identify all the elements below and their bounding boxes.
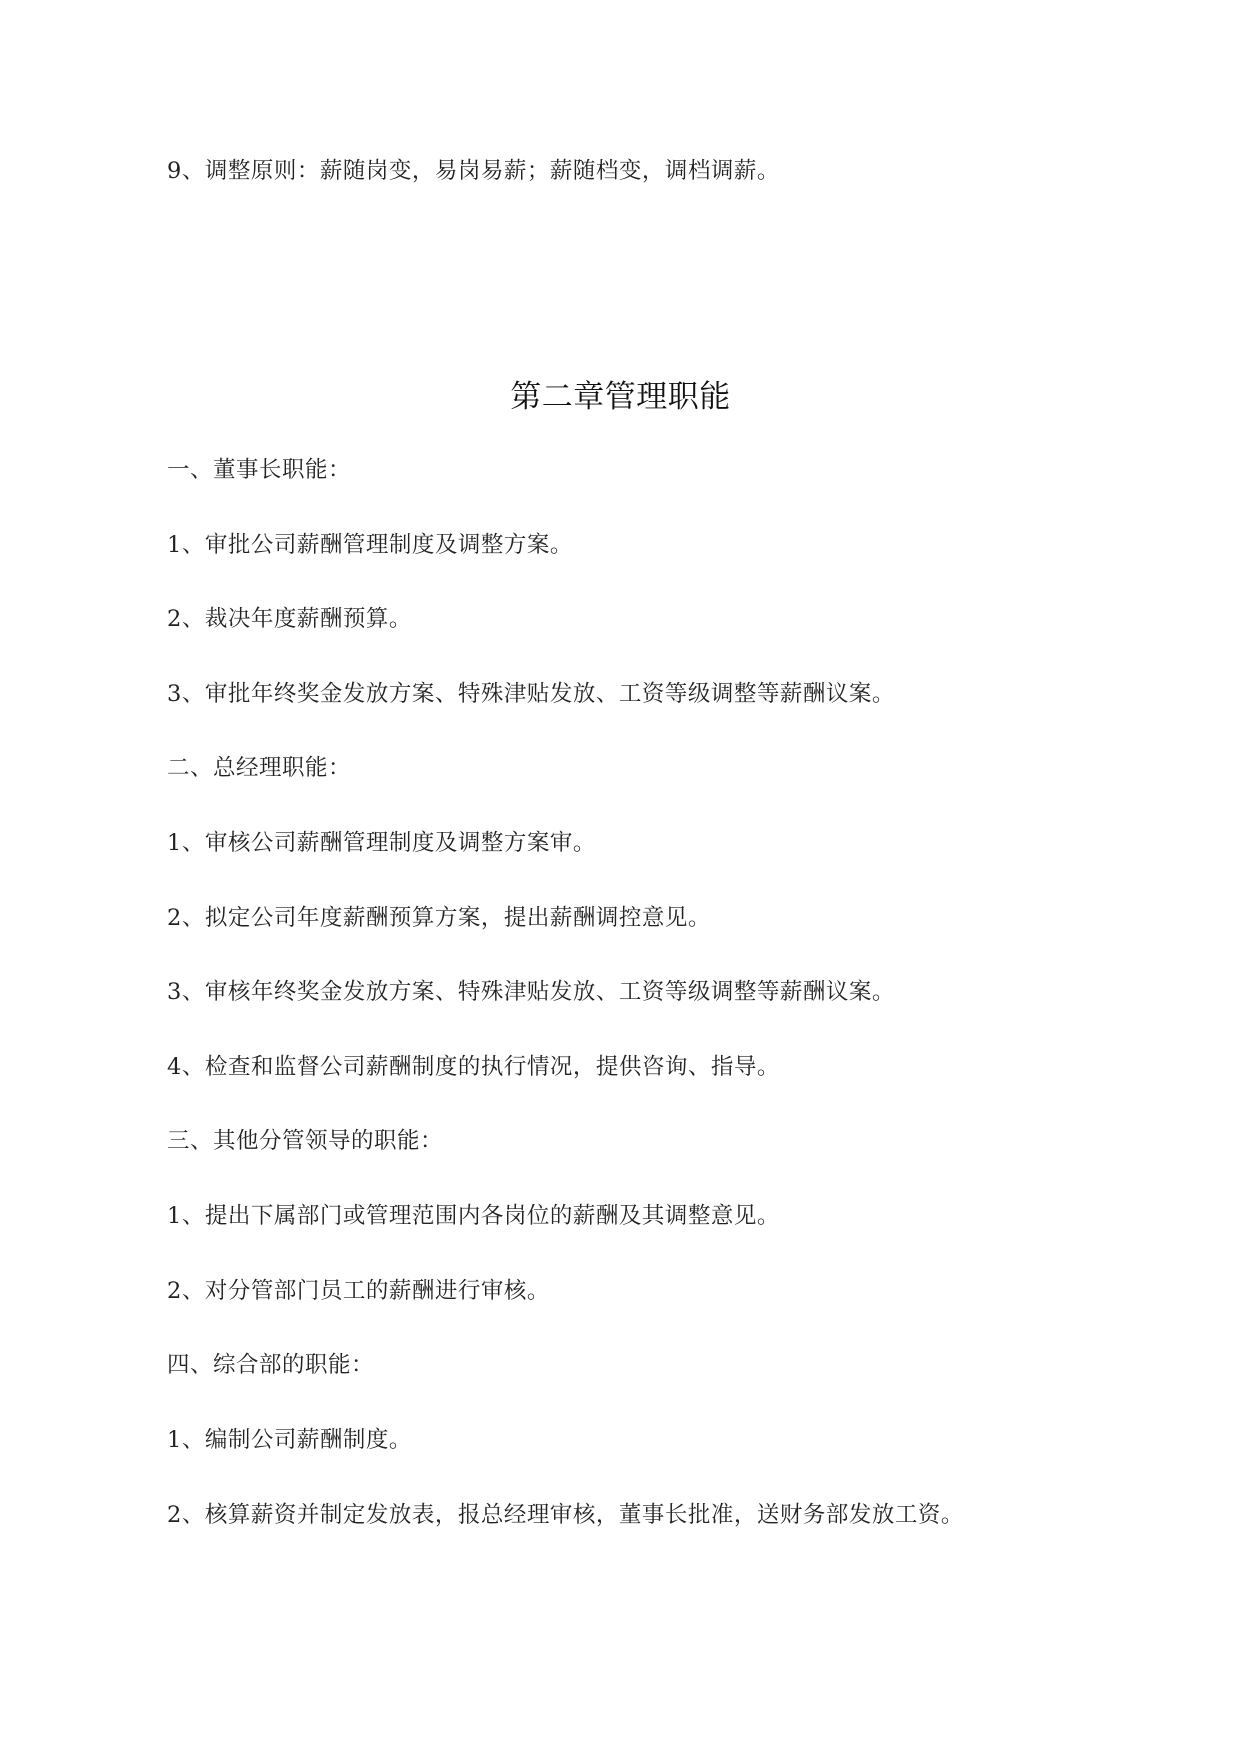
paragraph-item: 4、检查和监督公司薪酬制度的执行情况，提供咨询、指导。 xyxy=(167,1054,780,1080)
paragraph-item: 2、拟定公司年度薪酬预算方案，提出薪酬调控意见。 xyxy=(167,905,711,931)
chapter-title: 第二章管理职能 xyxy=(510,379,731,415)
paragraph-item: 3、审批年终奖金发放方案、特殊津贴发放、工资等级调整等薪酬议案。 xyxy=(167,681,895,707)
section-heading-other-leaders: 三、其他分管领导的职能： xyxy=(167,1128,444,1154)
paragraph-item: 2、核算薪资并制定发放表，报总经理审核，董事长批准，送财务部发放工资。 xyxy=(167,1502,964,1528)
paragraph-item: 1、审核公司薪酬管理制度及调整方案审。 xyxy=(167,830,596,856)
paragraph-item: 1、提出下属部门或管理范围内各岗位的薪酬及其调整意见。 xyxy=(167,1203,780,1229)
paragraph-item: 1、编制公司薪酬制度。 xyxy=(167,1427,412,1453)
paragraph-item: 2、对分管部门员工的薪酬进行审核。 xyxy=(167,1278,550,1304)
section-heading-general-department: 四、综合部的职能： xyxy=(167,1352,375,1378)
paragraph-item: 2、裁决年度薪酬预算。 xyxy=(167,606,412,632)
paragraph-item: 1、审批公司薪酬管理制度及调整方案。 xyxy=(167,532,573,558)
section-heading-general-manager: 二、总经理职能： xyxy=(167,755,352,781)
paragraph-adjustment-principle: 9、调整原则：薪随岗变，易岗易薪；薪随档变，调档调薪。 xyxy=(167,158,780,184)
section-heading-chairman: 一、董事长职能： xyxy=(167,457,352,483)
paragraph-item: 3、审核年终奖金发放方案、特殊津贴发放、工资等级调整等薪酬议案。 xyxy=(167,979,895,1005)
